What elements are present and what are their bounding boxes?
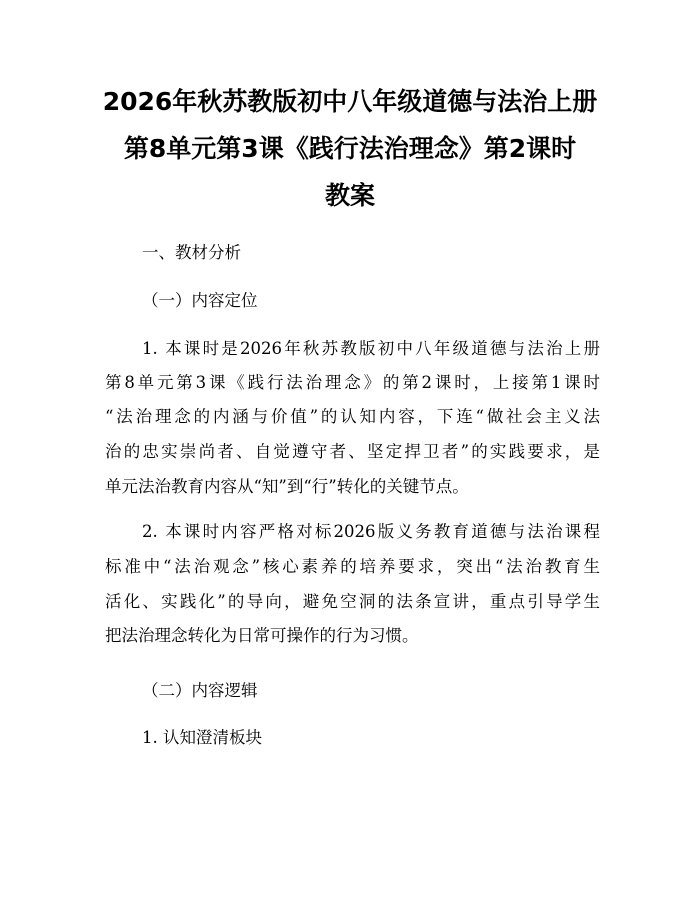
paragraph-1-line-1: 1. 本课时是2026年秋苏教版初中八年级道德与法治上册 [142, 339, 600, 358]
paragraph-1-line-4: 治的忠实崇尚者、自觉遵守者、坚定捍卫者”的实践要求，是 [105, 442, 600, 461]
paragraph-1-line-5: 单元法治教育内容从“知”到“行”转化的关键节点。 [105, 477, 469, 496]
paragraph-2-line-4: 把法治理念转化为日常可操作的行为习惯。 [105, 626, 419, 645]
subsection-heading-content-logic: （二）内容逻辑 [142, 681, 258, 700]
section-heading-textbook-analysis: 一、教材分析 [142, 243, 241, 262]
document-title-line-1: 2026年秋苏教版初中八年级道德与法治上册 [102, 87, 598, 116]
paragraph-2-line-1: 2. 本课时内容严格对标2026版义务教育道德与法治课程 [142, 522, 600, 541]
list-item-cognitive-clarification: 1. 认知澄清板块 [142, 728, 262, 747]
document-title-line-3: 教案 [324, 181, 375, 210]
paragraph-2-line-2: 标准中“法治观念”核心素养的培养要求，突出“法治教育生 [105, 557, 600, 576]
paragraph-1-line-2: 第8单元第3课《践行法治理念》的第2课时，上接第1课时 [105, 373, 600, 392]
subsection-heading-content-positioning: （一）内容定位 [142, 291, 258, 310]
paragraph-2-line-3: 活化、实践化”的导向，避免空洞的法条宣讲，重点引导学生 [105, 592, 600, 611]
paragraph-1-line-3: “法治理念的内涵与价值”的认知内容，下连“做社会主义法 [105, 407, 600, 426]
document-title-line-2: 第8单元第3课《践行法治理念》第2课时 [123, 134, 577, 163]
